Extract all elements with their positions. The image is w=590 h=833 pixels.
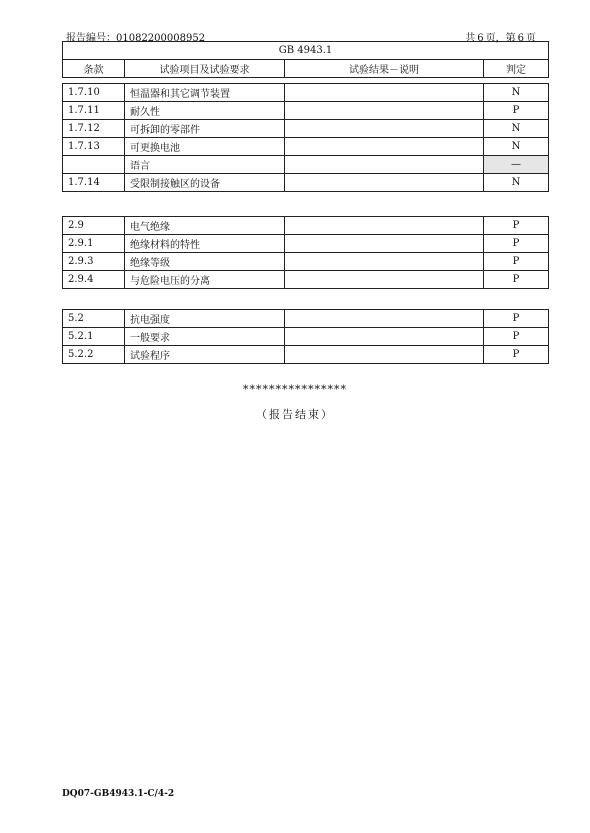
verdict-cell: N [484, 84, 549, 102]
verdict-cell: N [484, 120, 549, 138]
total-prefix: 共 [465, 33, 476, 44]
item-cell: 绝缘材料的特性 [125, 235, 285, 253]
item-cell: 耐久性 [125, 102, 285, 120]
item-cell: 电气绝缘 [125, 217, 285, 235]
item-cell: 受限制接触区的设备 [125, 174, 285, 192]
table-row [63, 328, 549, 346]
result-cell [285, 328, 484, 346]
result-cell [285, 102, 484, 120]
verdict-cell: P [484, 310, 549, 328]
results-table-group-1 [62, 41, 549, 192]
report-end-text: （报告结束） [256, 408, 334, 421]
verdict-cell: P [484, 346, 549, 364]
result-cell [285, 271, 484, 289]
table-row [63, 84, 549, 102]
total-pages: 6 [477, 33, 484, 44]
verdict-cell: P [484, 235, 549, 253]
column-header-result: 试验结果－说明 [285, 60, 484, 78]
clause-cell: 1.7.10 [63, 84, 125, 102]
item-cell: 一般要求 [125, 328, 285, 346]
clause-cell: 2.9 [63, 217, 125, 235]
table-row [63, 271, 549, 289]
result-cell [285, 84, 484, 102]
table-row [63, 102, 549, 120]
clause-cell: 1.7.13 [63, 138, 125, 156]
clause-cell [63, 156, 125, 174]
table-row [63, 235, 549, 253]
table-row [63, 253, 549, 271]
result-cell [285, 310, 484, 328]
table-row [63, 217, 549, 235]
clause-cell: 2.9.1 [63, 235, 125, 253]
result-cell [285, 156, 484, 174]
verdict-cell: N [484, 174, 549, 192]
total-suffix: 页，第 [485, 33, 516, 44]
item-cell: 可更换电池 [125, 138, 285, 156]
verdict-cell: — [484, 156, 549, 174]
clause-cell: 1.7.11 [63, 102, 125, 120]
result-cell [285, 120, 484, 138]
column-header-row [63, 60, 549, 78]
clause-cell: 1.7.12 [63, 120, 125, 138]
verdict-cell: P [484, 328, 549, 346]
item-cell: 抗电强度 [125, 310, 285, 328]
item-cell: 可拆卸的零部件 [125, 120, 285, 138]
result-cell [285, 253, 484, 271]
item-cell: 绝缘等级 [125, 253, 285, 271]
clause-cell: 1.7.14 [63, 174, 125, 192]
item-cell: 语言 [125, 156, 285, 174]
report-number: 报告编号：01082200008952 [66, 33, 206, 44]
item-cell: 与危险电压的分离 [125, 271, 285, 289]
column-header-verdict: 判定 [484, 60, 549, 78]
table-row [63, 138, 549, 156]
result-cell [285, 346, 484, 364]
results-table-group-2 [62, 216, 549, 289]
verdict-cell: P [484, 271, 549, 289]
page-suffix: 页 [526, 33, 536, 44]
clause-cell: 5.2.2 [63, 346, 125, 364]
verdict-cell: P [484, 253, 549, 271]
verdict-cell: P [484, 102, 549, 120]
results-table-group-3 [62, 309, 549, 364]
table-row [63, 346, 549, 364]
footer-code: DQ07-GB4943.1-C/4-2 [62, 789, 175, 799]
table-row [63, 310, 549, 328]
clause-cell: 2.9.3 [63, 253, 125, 271]
clause-cell: 2.9.4 [63, 271, 125, 289]
standard-title: GB 4943.1 [63, 42, 549, 60]
item-cell: 试验程序 [125, 346, 285, 364]
clause-cell: 5.2 [63, 310, 125, 328]
item-cell: 恒温器和其它调节装置 [125, 84, 285, 102]
table-row [63, 120, 549, 138]
result-cell [285, 174, 484, 192]
standard-row [63, 42, 549, 60]
table-row [63, 174, 549, 192]
current-page: 6 [517, 33, 524, 44]
verdict-cell: P [484, 217, 549, 235]
result-cell [285, 217, 484, 235]
result-cell [285, 138, 484, 156]
verdict-cell: N [484, 138, 549, 156]
clause-cell: 5.2.1 [63, 328, 125, 346]
end-separator: **************** [243, 383, 347, 396]
column-header-item: 试验项目及试验要求 [125, 60, 285, 78]
table-row [63, 156, 549, 174]
result-cell [285, 235, 484, 253]
column-header-clause: 条款 [63, 60, 125, 78]
